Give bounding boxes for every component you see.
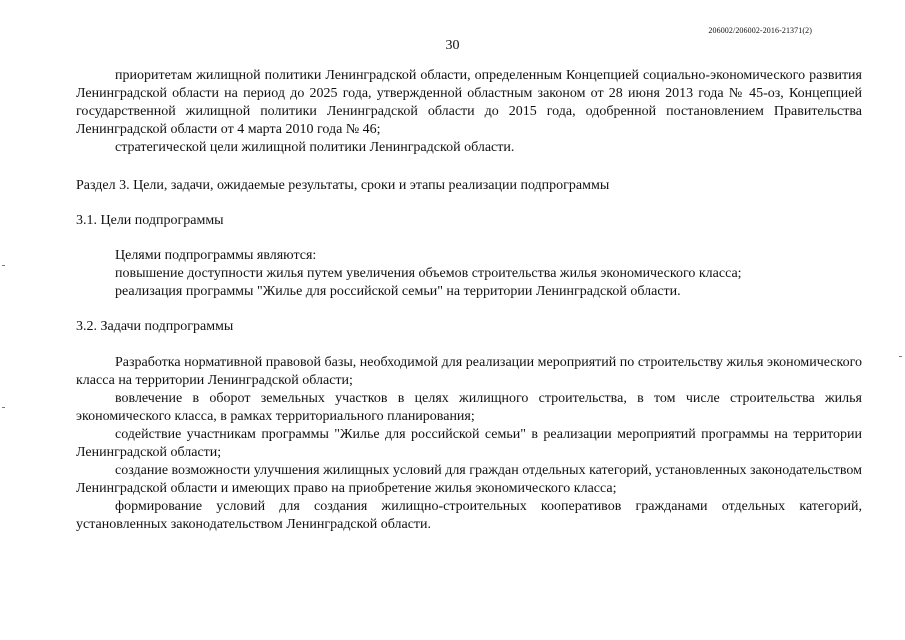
goals-heading: 3.1. Цели подпрограммы	[76, 213, 224, 228]
document-id: 206002/206002-2016-21371(2)	[708, 26, 812, 35]
task-item: создание возможности улучшения жилищных условий для граждан отдельных категорий, установленных законодательством Ленинградской области и имеющих право на приобретение жилья экономического класса;	[76, 463, 862, 496]
intro-paragraph: стратегической цели жилищной политики Ленинградской области.	[115, 140, 515, 155]
task-item: формирование условий для создания жилищно-строительных кооперативов гражданами отдельных категорий, установленных законодательством Ленинградской области.	[76, 499, 862, 532]
task-item: вовлечение в оборот земельных участков в целях жилищного строительства, в том числе строительства жилья экономического класса, в рамках территориального планирования;	[76, 391, 862, 424]
goal-item: реализация программы "Жилье для российской семьи" на территории Ленинградской области.	[115, 284, 681, 299]
goals-lead: Целями подпрограммы являются:	[115, 248, 317, 263]
page-number: 30	[445, 38, 460, 53]
task-item: содействие участникам программы "Жилье для российской семьи" в реализации мероприятий программы на территории Ленинградской области;	[76, 427, 862, 460]
tasks-heading: 3.2. Задачи подпрограммы	[76, 319, 234, 334]
margin-mark	[2, 407, 5, 408]
margin-mark	[2, 265, 5, 266]
section-heading: Раздел 3. Цели, задачи, ожидаемые результаты, сроки и этапы реализации подпрограммы	[76, 178, 610, 193]
goal-item: повышение доступности жилья путем увеличения объемов строительства жилья экономического класса;	[115, 266, 742, 281]
margin-mark	[899, 356, 902, 357]
task-item: Разработка нормативной правовой базы, необходимой для реализации мероприятий по строительству жилья экономического класса на территории Ленинградской области;	[76, 355, 862, 388]
intro-paragraph: приоритетам жилищной политики Ленинградской области, определенным Концепцией социально-экономического развития Ленинградской области на период до 2025 года, утвержденной областным законом от 28 июня 2013 года № 45-оз, Концепцией государственной жилищной политики Ленинградской области до 2015 года, одобренной постановлением Правительства Ленинградской области от 4 марта 2010 года № 46;	[76, 68, 862, 137]
document-body	[76, 67, 862, 534]
